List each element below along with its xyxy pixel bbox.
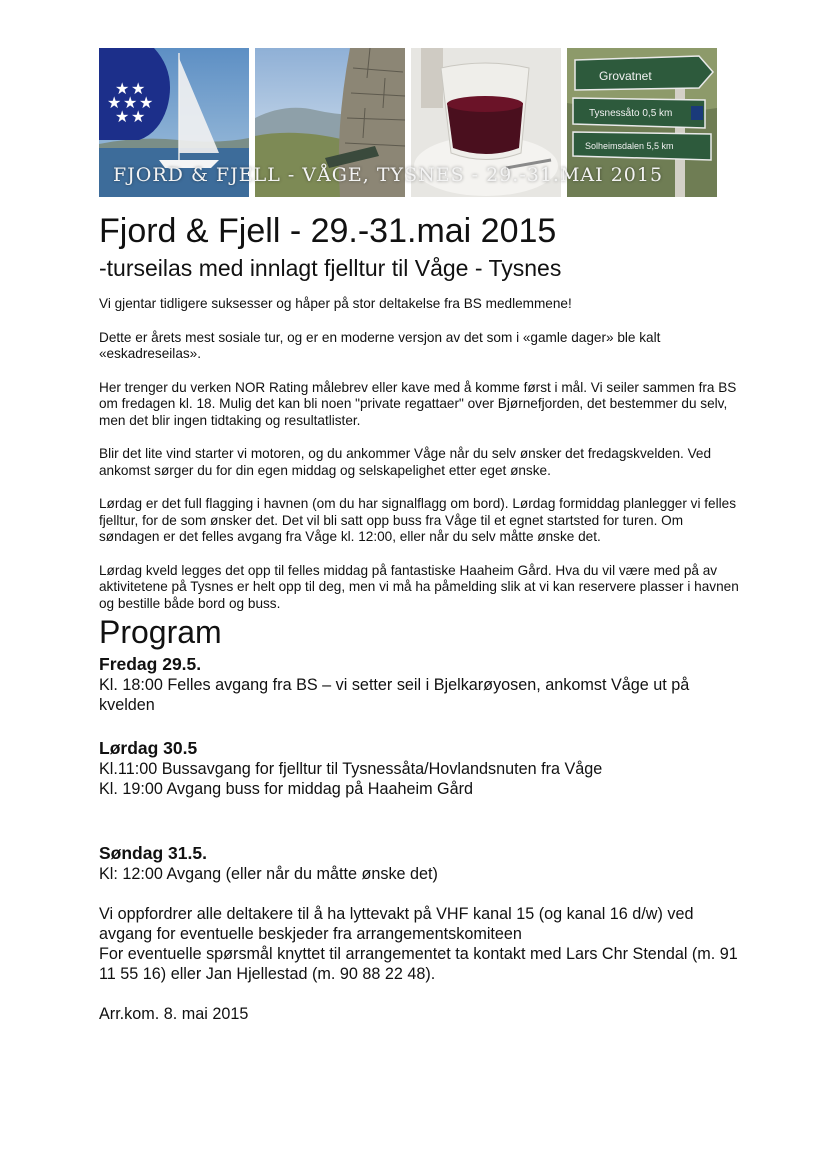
svg-text:Tysnessåto 0,5 km: Tysnessåto 0,5 km	[589, 108, 673, 119]
svg-text:★: ★	[139, 95, 154, 112]
closing-paragraph: Vi oppfordrer alle deltakere til å ha lyttevakt på VHF kanal 15 (og kanal 16 d/w) ved avgang for eventuelle beskjeder fra arrangementskomiteen	[99, 905, 694, 943]
program-heading: Program	[99, 614, 222, 650]
intro-text	[99, 296, 739, 629]
svg-text:★: ★	[131, 109, 146, 126]
program-day-friday	[99, 653, 739, 715]
intro-paragraph: Lørdag er det full flagging i havnen (om du har signalflagg om bord). Lørdag formiddag planlegger vi felles fjelltur, for de som ønsker det. Det vil bli satt opp buss fra Våge til et egnet startsted for turen. Om søndagen er det felles avgang fra Våge kl. 12:00, eller når du selv måtte ønske det.	[99, 496, 737, 544]
closing-text	[99, 904, 739, 984]
day-heading: Fredag 29.5.	[99, 654, 202, 674]
signoff: Arr.kom. 8. mai 2015	[99, 1005, 249, 1023]
svg-text:★: ★	[123, 95, 138, 112]
intro-paragraph: Her trenger du verken NOR Rating målebrev eller kave med å komme først i mål. Vi seiler sammen fra BS om fredagen kl. 18. Mulig det kan bli noen "private regattaer" over Bjørnefjorden, det bestemmer du selv, men det blir ingen tidtaking og resultatlister.	[99, 379, 737, 428]
intro-paragraph: Vi gjentar tidligere suksesser og håper på stor deltakelse fra BS medlemmene!	[99, 296, 572, 311]
svg-text:★: ★	[131, 81, 146, 98]
intro-paragraph: Lørdag kveld legges det opp til felles middag på fantastiske Haaheim Gård. Hva du vil være med på av aktivitetene på Tysnes er helt opp til deg, men vi må ha påmelding slik at vi kan reservere plasser i havnen og bestille både bord og buss.	[99, 562, 739, 611]
intro-paragraph: Dette er årets mest sosiale tur, og er en moderne versjon av det som i «gamle dager» ble kalt «eskadreseilas».	[99, 329, 661, 361]
program-day-saturday	[99, 737, 739, 799]
svg-text:Solheimsdalen 5,5 km: Solheimsdalen 5,5 km	[585, 141, 674, 151]
page-title: Fjord & Fjell - 29.-31.mai 2015	[99, 212, 557, 250]
program-day-sunday	[99, 842, 739, 884]
intro-paragraph: Blir det lite vind starter vi motoren, og du ankommer Våge når du selv ønsker det fredagskvelden. Ved ankomst sørger du for din egen middag og selskapelighet etter eget ønske.	[99, 446, 712, 478]
svg-text:★: ★	[115, 109, 130, 126]
day-heading: Søndag 31.5.	[99, 843, 207, 863]
banner-caption: FJORD & FJELL - VÅGE, TYSNES - 29.-31.MAI 2015	[113, 164, 664, 186]
day-line: Kl. 19:00 Avgang buss for middag på Haaheim Gård	[99, 780, 474, 798]
day-line: Kl.11:00 Bussavgang for fjelltur til Tysnessåta/Hovlandsnuten fra Våge	[99, 760, 603, 778]
day-heading: Lørdag 30.5	[99, 738, 198, 758]
day-line: Kl: 12:00 Avgang (eller når du måtte ønske det)	[99, 865, 438, 883]
svg-text:★: ★	[107, 95, 122, 112]
page-subtitle: -turseilas med innlagt fjelltur til Våge - Tysnes	[99, 255, 562, 281]
day-line: Kl. 18:00 Felles avgang fra BS – vi setter seil i Bjelkarøyosen, ankomst Våge ut på kvelden	[99, 676, 690, 714]
svg-text:Grovatnet: Grovatnet	[599, 69, 652, 83]
closing-paragraph: For eventuelle spørsmål knyttet til arrangementet ta kontakt med Lars Chr Stendal (m. 91 11 55 16) eller Jan Hjellestad (m. 90 88 22 48).	[99, 945, 738, 983]
header-banner	[99, 48, 717, 197]
svg-text:★: ★	[115, 81, 130, 98]
